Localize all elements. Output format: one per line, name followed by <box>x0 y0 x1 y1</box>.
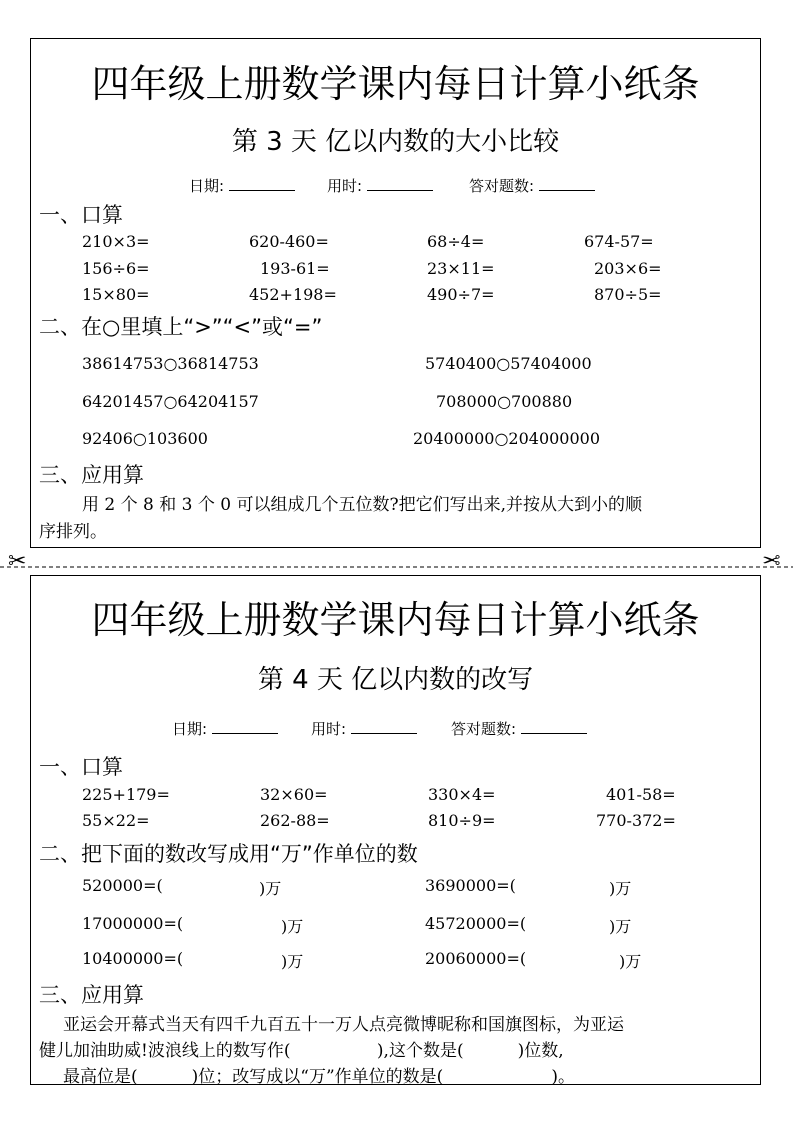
rewrite-unit: )万 <box>609 879 632 898</box>
oral-item: 620-460= <box>249 232 329 251</box>
problem-text: 序排列。 <box>39 522 107 542</box>
oral-item: 225+179= <box>82 785 170 804</box>
rewrite-item: 10400000=( <box>82 949 184 968</box>
section-oral: 一、口算 <box>39 755 123 779</box>
date-label: 日期: <box>189 177 225 195</box>
card-title: 四年级上册数学课内每日计算小纸条 <box>91 598 700 642</box>
problem-text: 健儿加油助威!波浪线上的数写作( ),这个数是( )位数, <box>39 1041 564 1061</box>
rewrite-unit: )万 <box>609 917 632 936</box>
correct-blank[interactable] <box>539 176 595 191</box>
problem-text: 最高位是( )位；改写成以“万”作单位的数是( )。 <box>63 1067 576 1085</box>
date-blank[interactable] <box>212 719 278 734</box>
correct-field <box>451 718 587 739</box>
correct-label: 答对题数: <box>451 720 517 738</box>
rewrite-item: 45720000=( <box>425 914 527 933</box>
scissors-icon: ✂ <box>8 549 27 574</box>
oral-item: 490÷7= <box>427 285 495 304</box>
correct-label: 答对题数: <box>469 177 535 195</box>
card-title: 四年级上册数学课内每日计算小纸条 <box>91 62 700 106</box>
date-blank[interactable] <box>229 176 295 191</box>
time-field <box>311 718 417 739</box>
oral-item: 210×3= <box>82 232 150 251</box>
oral-item: 68÷4= <box>427 232 485 251</box>
time-label: 用时: <box>327 177 363 195</box>
time-label: 用时: <box>311 720 347 738</box>
compare-item: 92406○103600 <box>82 429 208 448</box>
rewrite-item: 20060000=( <box>425 949 527 968</box>
card-subtitle: 第 3 天 亿以内数的大小比较 <box>231 127 560 157</box>
section-oral: 一、口算 <box>39 203 123 227</box>
card-subtitle: 第 4 天 亿以内数的改写 <box>257 665 534 695</box>
problem-text: 用 2 个 8 和 3 个 0 可以组成几个五位数?把它们写出来,并按从大到小的顺 <box>82 495 643 515</box>
compare-item: 38614753○36814753 <box>82 354 259 373</box>
rewrite-unit: )万 <box>259 879 282 898</box>
correct-field <box>469 175 595 196</box>
oral-item: 262-88= <box>260 811 330 830</box>
date-label: 日期: <box>172 720 208 738</box>
oral-item: 156÷6= <box>82 259 150 278</box>
time-field <box>327 175 433 196</box>
oral-item: 193-61= <box>260 259 330 278</box>
rewrite-item: 17000000=( <box>82 914 184 933</box>
problem-text: 亚运会开幕式当天有四千九百五十一万人点亮微博昵称和国旗图标，为亚运 <box>63 1015 624 1035</box>
oral-item: 674-57= <box>584 232 654 251</box>
oral-item: 770-372= <box>596 811 676 830</box>
oral-item: 452+198= <box>249 285 337 304</box>
section-word-problem: 三、应用算 <box>39 983 144 1007</box>
oral-item: 32×60= <box>260 785 328 804</box>
rewrite-unit: )万 <box>619 952 642 971</box>
date-field <box>189 175 295 196</box>
section-compare: 二、在○里填上“>”“<”或“=” <box>39 315 323 339</box>
compare-item: 5740400○57404000 <box>425 354 592 373</box>
calc-card-day4 <box>30 575 761 1085</box>
rewrite-unit: )万 <box>281 917 304 936</box>
correct-blank[interactable] <box>521 719 587 734</box>
compare-item: 708000○700880 <box>436 392 573 411</box>
compare-item: 20400000○204000000 <box>413 429 601 448</box>
rewrite-item: 3690000=( <box>425 876 516 895</box>
section-word-problem: 三、应用算 <box>39 463 144 487</box>
oral-item: 23×11= <box>427 259 495 278</box>
rewrite-unit: )万 <box>281 952 304 971</box>
oral-item: 203×6= <box>594 259 662 278</box>
oral-item: 15×80= <box>82 285 150 304</box>
compare-item: 64201457○64204157 <box>82 392 259 411</box>
time-blank[interactable] <box>351 719 417 734</box>
cut-line <box>0 560 793 574</box>
section-rewrite: 二、把下面的数改写成用“万”作单位的数 <box>39 842 418 866</box>
oral-item: 401-58= <box>606 785 676 804</box>
oral-item: 55×22= <box>82 811 150 830</box>
oral-item: 810÷9= <box>428 811 496 830</box>
scissors-icon: ✂ <box>762 549 781 574</box>
oral-item: 870÷5= <box>594 285 662 304</box>
time-blank[interactable] <box>367 176 433 191</box>
oral-item: 330×4= <box>428 785 496 804</box>
calc-card-day3 <box>30 38 761 548</box>
rewrite-item: 520000=( <box>82 876 163 895</box>
date-field <box>172 718 278 739</box>
